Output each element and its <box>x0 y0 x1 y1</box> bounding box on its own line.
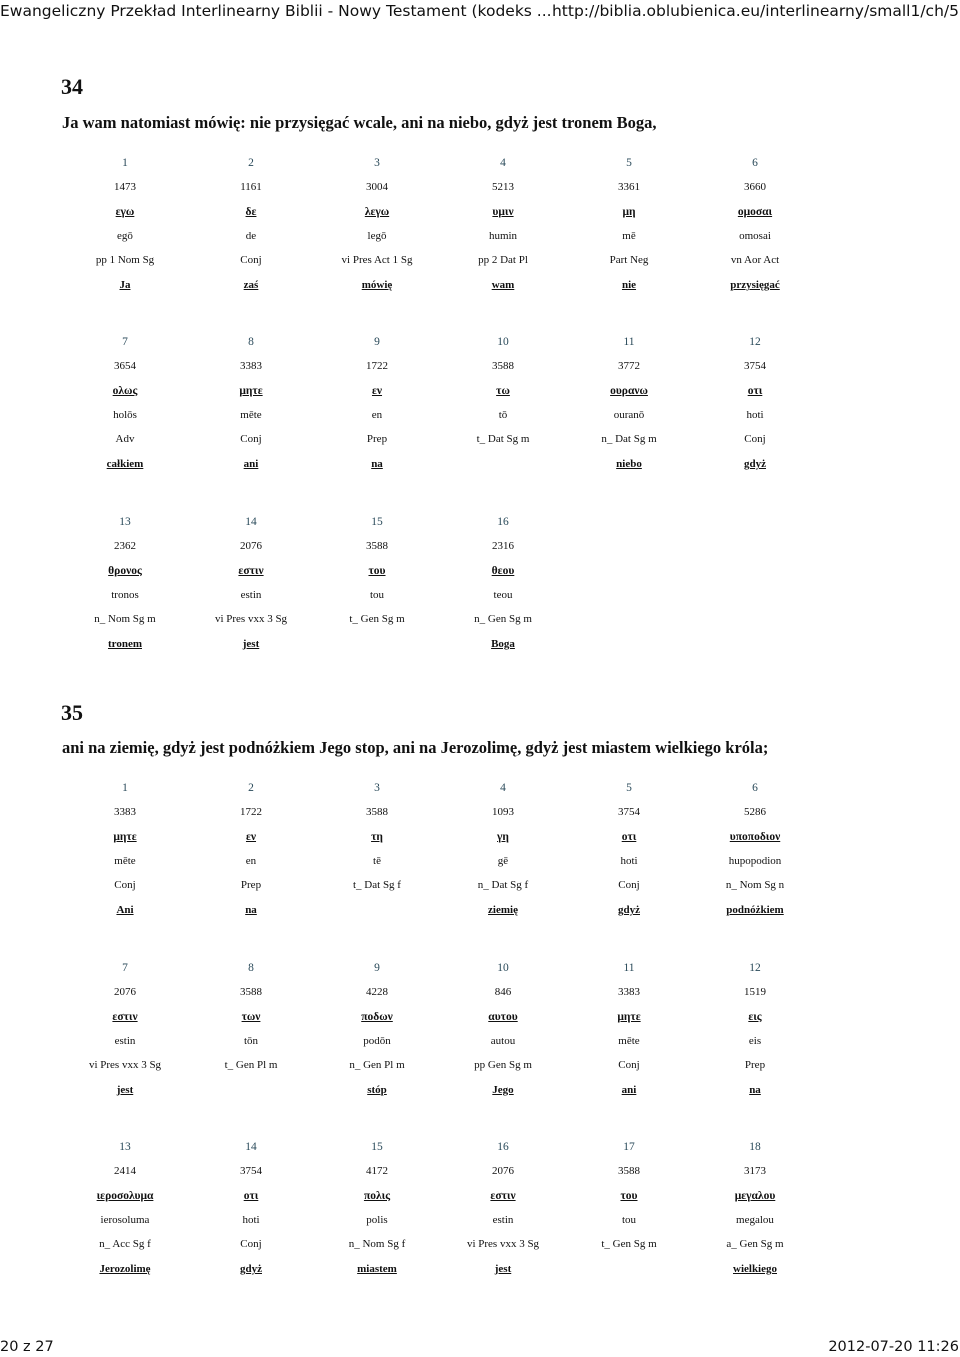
word-greek[interactable]: εστιν <box>238 565 264 577</box>
word-strong: 2076 <box>114 986 136 998</box>
word-strong: 3754 <box>618 806 640 818</box>
word-transliteration: estin <box>492 1214 514 1226</box>
word-polish[interactable]: ziemię <box>488 904 518 916</box>
word-polish[interactable]: jest <box>494 1263 512 1275</box>
word-transliteration: egō <box>117 230 133 242</box>
word-transliteration: tou <box>369 589 385 601</box>
word-strong: 3588 <box>366 806 388 818</box>
word-strong: 3772 <box>618 360 640 372</box>
word-greek[interactable]: θεου <box>491 565 515 577</box>
word-number: 18 <box>749 1141 761 1153</box>
word-number: 3 <box>374 782 380 794</box>
word-greek[interactable]: υμιν <box>492 206 514 218</box>
word-greek[interactable]: εστιν <box>490 1190 516 1202</box>
word-morphology: vi Pres vxx 3 Sg <box>214 613 288 625</box>
word-number: 1 <box>122 157 128 169</box>
word-number: 16 <box>497 516 509 528</box>
word-number: 16 <box>497 1141 509 1153</box>
word-morphology: t_ Gen Sg m <box>349 613 405 625</box>
word-number: 8 <box>248 336 254 348</box>
word-transliteration: ouranō <box>613 409 645 421</box>
verse-number: 34 <box>61 74 83 99</box>
word-transliteration: mēte <box>240 409 262 421</box>
word-number: 6 <box>752 782 758 794</box>
word-strong: 3004 <box>366 181 388 193</box>
word-transliteration: legō <box>367 230 387 242</box>
word-transliteration: teou <box>493 589 513 601</box>
word-number: 10 <box>497 962 509 974</box>
word-morphology: t_ Dat Sg f <box>353 879 401 891</box>
word-greek[interactable]: μητε <box>113 831 137 843</box>
word-strong: 2414 <box>114 1165 136 1177</box>
word-strong: 846 <box>494 986 512 998</box>
word-number: 5 <box>626 157 632 169</box>
word-strong: 3383 <box>618 986 640 998</box>
word-polish[interactable]: mówię <box>361 279 393 291</box>
word-morphology: pp 1 Nom Sg <box>95 254 155 266</box>
word-number: 7 <box>122 336 128 348</box>
word-row <box>0 780 960 916</box>
word-transliteration: megalou <box>736 1214 774 1226</box>
word-transliteration: tou <box>621 1214 637 1226</box>
word-morphology: n_ Dat Sg f <box>477 879 529 891</box>
word-polish[interactable]: jest <box>242 638 260 650</box>
word-strong: 1161 <box>240 181 262 193</box>
word-strong: 4228 <box>366 986 388 998</box>
document-title: Ewangeliczny Przekład Interlinearny Biblii - Nowy Testament (kodeks ... <box>0 2 552 20</box>
word-morphology: vn Aor Act <box>730 254 780 266</box>
word-greek[interactable]: οτι <box>243 1190 259 1202</box>
word-morphology: t_ Gen Sg m <box>601 1238 657 1250</box>
word-polish[interactable]: Ja <box>119 279 131 291</box>
word-greek[interactable]: ομοσαι <box>737 206 773 218</box>
word-transliteration: polis <box>366 1214 388 1226</box>
word-strong: 3361 <box>618 181 640 193</box>
word-greek[interactable]: μη <box>622 206 636 218</box>
word-transliteration: tō <box>498 409 508 421</box>
word-morphology: vi Pres vxx 3 Sg <box>466 1238 540 1250</box>
word-morphology: pp 2 Dat Pl <box>478 254 528 266</box>
word-strong: 3754 <box>240 1165 262 1177</box>
page-url[interactable]: http://biblia.oblubienica.eu/interlinearny/small1/ch/5 <box>551 2 959 20</box>
word-greek[interactable]: εν <box>245 831 257 843</box>
word-morphology: n_ Dat Sg m <box>601 433 657 445</box>
word-polish[interactable]: miastem <box>357 1263 397 1275</box>
word-greek[interactable]: του <box>368 565 386 577</box>
word-number: 11 <box>623 962 635 974</box>
word-polish[interactable]: na <box>245 904 257 916</box>
word-strong: 1722 <box>366 360 388 372</box>
word-greek[interactable]: οτι <box>621 831 637 843</box>
word-polish[interactable]: całkiem <box>106 458 144 470</box>
word-polish[interactable]: wam <box>491 279 515 291</box>
word-strong: 2076 <box>492 1165 514 1177</box>
word-greek[interactable]: εις <box>748 1011 762 1023</box>
word-greek[interactable]: μητε <box>239 385 263 397</box>
word-number: 15 <box>371 516 383 528</box>
word-greek[interactable]: ολως <box>112 385 138 397</box>
word-transliteration: omosai <box>739 230 771 242</box>
word-polish[interactable]: niebo <box>616 458 642 470</box>
word-number: 7 <box>122 962 128 974</box>
word-greek[interactable]: ποδων <box>361 1011 393 1023</box>
word-polish[interactable]: gdyż <box>618 904 640 916</box>
word-polish[interactable]: na <box>749 1084 761 1096</box>
word-polish[interactable]: jest <box>116 1084 134 1096</box>
word-strong: 3588 <box>366 540 388 552</box>
word-number: 15 <box>371 1141 383 1153</box>
word-strong: 3588 <box>618 1165 640 1177</box>
word-greek[interactable]: γη <box>497 831 509 843</box>
word-number: 9 <box>374 962 380 974</box>
print-datetime: 2012-07-20 11:26 <box>828 1339 959 1355</box>
word-strong: 2362 <box>114 540 136 552</box>
word-strong: 1093 <box>492 806 514 818</box>
word-number: 1 <box>122 782 128 794</box>
word-polish[interactable]: na <box>371 458 383 470</box>
word-greek[interactable]: τη <box>371 831 383 843</box>
word-morphology: Adv <box>115 433 135 445</box>
word-polish[interactable]: gdyż <box>240 1263 262 1275</box>
word-morphology: t_ Dat Sg m <box>476 433 530 445</box>
word-greek[interactable]: υποποδιον <box>729 831 781 843</box>
word-greek[interactable]: του <box>620 1190 638 1202</box>
word-polish[interactable]: tronem <box>107 638 142 650</box>
word-number: 8 <box>248 962 254 974</box>
page-counter: 20 z 27 <box>0 1339 54 1355</box>
word-morphology: a_ Gen Sg m <box>726 1238 784 1250</box>
word-strong: 1722 <box>240 806 262 818</box>
word-greek[interactable]: τω <box>496 385 510 397</box>
word-transliteration: tronos <box>111 589 139 601</box>
word-strong: 3654 <box>114 360 136 372</box>
word-greek[interactable]: εστιν <box>112 1011 138 1023</box>
word-strong: 2316 <box>492 540 514 552</box>
word-polish[interactable]: gdyż <box>744 458 766 470</box>
word-strong: 5213 <box>492 181 514 193</box>
word-transliteration: eis <box>748 1035 762 1047</box>
word-row <box>0 155 960 291</box>
word-greek[interactable]: αυτου <box>488 1011 518 1023</box>
word-transliteration: ierosoluma <box>100 1214 150 1226</box>
word-strong: 3383 <box>240 360 262 372</box>
word-polish[interactable]: ani <box>621 1084 637 1096</box>
word-transliteration: tōn <box>243 1035 259 1047</box>
word-greek[interactable]: θρονος <box>108 565 142 577</box>
verse-text: Ja wam natomiast mówię: nie przysięgać wcale, ani na niebo, gdyż jest tronem Boga, <box>62 113 657 132</box>
word-number: 9 <box>374 336 380 348</box>
word-number: 6 <box>752 157 758 169</box>
word-greek[interactable]: δε <box>245 206 257 218</box>
word-number: 5 <box>626 782 632 794</box>
word-greek[interactable]: μεγαλου <box>734 1190 776 1202</box>
word-strong: 5286 <box>744 806 766 818</box>
word-row <box>0 960 960 1096</box>
word-morphology: vi Pres Act 1 Sg <box>341 254 413 266</box>
word-morphology: n_ Acc Sg f <box>99 1238 151 1250</box>
word-morphology: Prep <box>744 1059 766 1071</box>
word-morphology: Conj <box>114 879 136 891</box>
word-polish[interactable]: nie <box>621 279 637 291</box>
word-number: 12 <box>749 336 761 348</box>
word-greek[interactable]: μητε <box>617 1011 641 1023</box>
word-morphology: Conj <box>618 879 640 891</box>
word-morphology: Prep <box>366 433 388 445</box>
word-greek[interactable]: πολις <box>363 1190 391 1202</box>
word-transliteration: en <box>371 409 383 421</box>
word-morphology: Conj <box>240 433 262 445</box>
word-transliteration: tē <box>373 855 381 867</box>
word-morphology: n_ Gen Pl m <box>349 1059 405 1071</box>
word-morphology: Conj <box>618 1059 640 1071</box>
word-number: 14 <box>245 516 257 528</box>
word-strong: 1473 <box>114 181 136 193</box>
page-footer <box>0 1338 960 1357</box>
word-number: 2 <box>248 157 254 169</box>
word-transliteration: de <box>245 230 257 242</box>
word-greek[interactable]: εν <box>371 385 383 397</box>
word-transliteration: autou <box>490 1035 516 1047</box>
verse-number: 35 <box>61 700 83 725</box>
page-header <box>0 0 960 24</box>
word-polish[interactable]: podnóżkiem <box>726 904 784 916</box>
word-transliteration: estin <box>114 1035 136 1047</box>
word-number: 3 <box>374 157 380 169</box>
word-transliteration: humin <box>488 230 518 242</box>
word-number: 4 <box>500 157 506 169</box>
word-morphology: Conj <box>744 433 766 445</box>
word-strong: 2076 <box>240 540 262 552</box>
word-polish[interactable]: Boga <box>491 638 515 650</box>
word-morphology: vi Pres vxx 3 Sg <box>88 1059 162 1071</box>
word-row <box>0 1139 960 1275</box>
word-transliteration: gē <box>497 855 509 867</box>
word-number: 11 <box>623 336 635 348</box>
word-greek[interactable]: ουρανω <box>610 385 648 397</box>
word-morphology: Part Neg <box>609 254 649 266</box>
word-transliteration: mēte <box>618 1035 640 1047</box>
word-transliteration: podōn <box>363 1035 391 1047</box>
word-transliteration: holōs <box>113 409 137 421</box>
word-morphology: Conj <box>240 254 262 266</box>
word-polish[interactable]: wielkiego <box>733 1263 777 1275</box>
word-polish[interactable]: Ani <box>116 904 134 916</box>
word-greek[interactable]: οτι <box>747 385 763 397</box>
word-polish[interactable]: zaś <box>243 279 259 291</box>
word-number: 2 <box>248 782 254 794</box>
word-strong: 1519 <box>744 986 766 998</box>
word-greek[interactable]: λεγω <box>364 206 390 218</box>
word-strong: 3383 <box>114 806 136 818</box>
word-strong: 3660 <box>744 181 766 193</box>
word-strong: 3173 <box>744 1165 766 1177</box>
word-morphology: pp Gen Sg m <box>474 1059 532 1071</box>
word-number: 10 <box>497 336 509 348</box>
word-row <box>0 334 960 470</box>
word-morphology: n_ Nom Sg n <box>725 879 785 891</box>
word-strong: 3588 <box>492 360 514 372</box>
word-strong: 3754 <box>744 360 766 372</box>
word-number: 13 <box>119 1141 131 1153</box>
word-polish[interactable]: Jego <box>492 1084 514 1096</box>
word-polish[interactable]: ani <box>243 458 259 470</box>
word-number: 14 <box>245 1141 257 1153</box>
word-transliteration: mē <box>622 230 636 242</box>
word-polish[interactable]: Jerozolimę <box>99 1263 151 1275</box>
word-morphology: n_ Nom Sg m <box>94 613 156 625</box>
word-transliteration: en <box>245 855 257 867</box>
word-morphology: t_ Gen Pl m <box>224 1059 278 1071</box>
word-row <box>0 514 960 650</box>
word-polish[interactable]: przysięgać <box>730 279 780 291</box>
word-number: 4 <box>500 782 506 794</box>
word-morphology: Prep <box>240 879 262 891</box>
word-morphology: Conj <box>240 1238 262 1250</box>
word-greek[interactable]: εγω <box>115 206 135 218</box>
word-number: 12 <box>749 962 761 974</box>
word-transliteration: hupopodion <box>728 855 782 867</box>
word-strong: 4172 <box>366 1165 388 1177</box>
word-greek[interactable]: ιεροσολυμα <box>96 1190 154 1202</box>
word-transliteration: estin <box>240 589 262 601</box>
word-transliteration: hoti <box>746 409 764 421</box>
verse-text: ani na ziemię, gdyż jest podnóżkiem Jego stop, ani na Jerozolimę, gdyż jest miastem wielkiego króla; <box>62 738 769 757</box>
word-number: 17 <box>623 1141 635 1153</box>
word-transliteration: hoti <box>242 1214 260 1226</box>
word-morphology: n_ Gen Sg m <box>474 613 532 625</box>
word-transliteration: hoti <box>620 855 638 867</box>
word-greek[interactable]: των <box>241 1011 261 1023</box>
word-strong: 3588 <box>240 986 262 998</box>
word-polish[interactable]: stóp <box>367 1084 387 1096</box>
word-number: 13 <box>119 516 131 528</box>
word-morphology: n_ Nom Sg f <box>348 1238 406 1250</box>
word-transliteration: mēte <box>114 855 136 867</box>
